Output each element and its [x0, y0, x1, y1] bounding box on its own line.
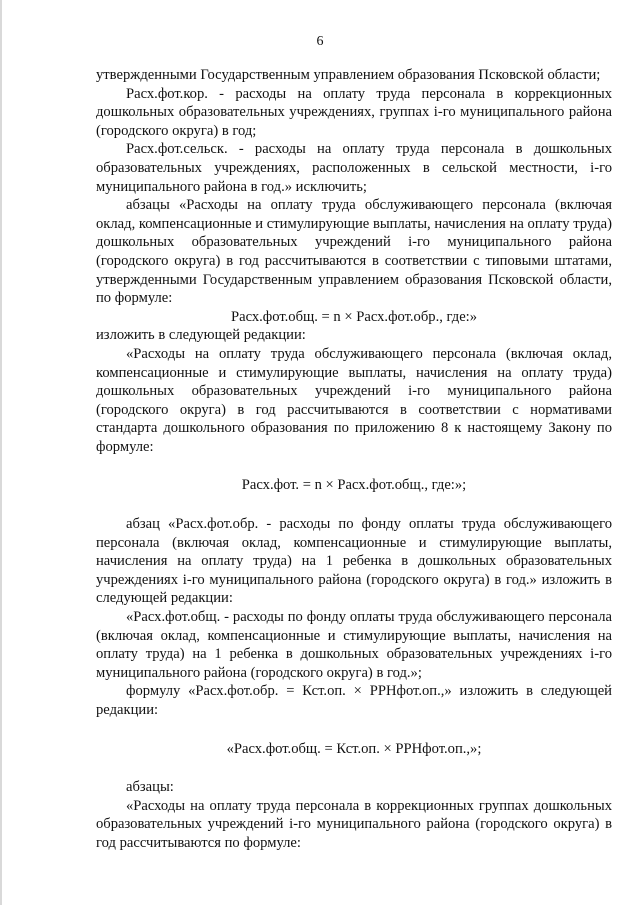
page-number: 6 [316, 34, 324, 49]
paragraph-correction-groups: «Расходы на оплату труда персонала в коррекционных группах дошкольных образовательных учреждений i-го муниципального района (городского округа) в год рассчитываются по формуле: [96, 797, 612, 851]
paragraph-definition-rural: Расх.фот.сельск. - расходы на оплату труда персонала в дошкольных образовательных учреждениях, расположенных в сельской местности, i-го муниципального района в год.» исключить; [96, 141, 612, 195]
paragraph-formula-instruction: формулу «Расх.фот.обр. = Кст.оп. × РРНфот.оп.,» изложить в следующей редакции: [96, 683, 612, 718]
paragraph-abzacy-label: абзацы: [126, 779, 174, 796]
document-body [96, 66, 612, 853]
paragraph-restate: изложить в следующей редакции: [96, 327, 306, 344]
page-edge [0, 0, 2, 905]
formula-new: Расх.фот. = n × Расх.фот.общ., где:»; [241, 477, 467, 494]
paragraph-new-wording: «Расходы на оплату труда обслуживающего персонала (включая оклад, компенсационные и стимулирующие выплаты, начисления на оплату труда) дошкольных образовательных учреждений i-го муниципального района (городского округа) в год рассчитываются в соответствии с нормативами стандарта дошкольного образования по приложению 8 к настоящему Закону по формуле: [96, 345, 612, 455]
formula-old: Расх.фот.общ. = n × Расх.фот.обр., где:» [230, 308, 478, 325]
paragraph-abzac-new: «Расх.фот.общ. - расходы по фонду оплаты труда обслуживающего персонала (включая оклад, компенсационные и стимулирующие выплаты, начисления на оплату труда) на 1 ребенка в дошкольных образовательных учреждениях i-го муниципального района (городского округа) в год.»; [96, 609, 612, 681]
formula-replacement: «Расх.фот.общ. = Кст.оп. × РРНфот.оп.,»; [226, 740, 482, 757]
paragraph-old-wording: абзацы «Расходы на оплату труда обслуживающего персонала (включая оклад, компенсационные и стимулирующие выплаты, начисления на оплату труда) дошкольных образовательных учреждений i-го муниципального района (городского округа) в год рассчитываются в соответствии с типовыми штатами, утвержденными Государственным управлением образования Псковской области, по формуле: [96, 197, 612, 307]
paragraph-abzac-old: абзац «Расх.фот.обр. - расходы по фонду оплаты труда обслуживающего персонала (включая оклад, компенсационные и стимулирующие выплаты, начисления на оплату труда) на 1 ребенка в дошкольных образовательных учреждениях i-го муниципального района (городского округа) в год.» изложить в следующей редакции: [96, 516, 612, 607]
paragraph-definition-correction: Расх.фот.кор. - расходы на оплату труда персонала в коррекционных дошкольных образовательных учреждениях, группах i-го муниципального района (городского округа) в год; [96, 85, 612, 139]
paragraph-continuation: утвержденными Государственным управлением образования Псковской области; [96, 67, 601, 83]
